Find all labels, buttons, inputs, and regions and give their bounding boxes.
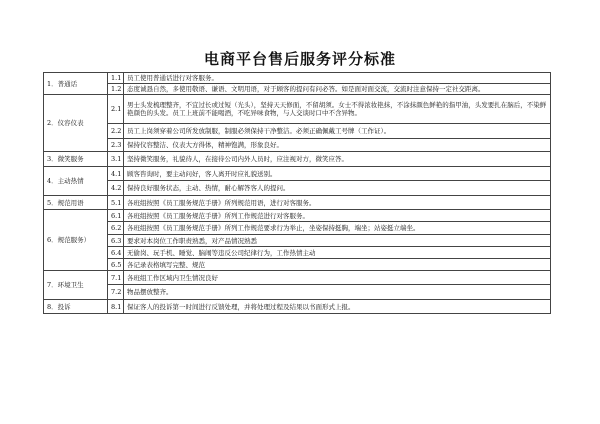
category-cell: 4．主动热情 [44, 167, 108, 196]
category-cell: 5．规范用语 [44, 196, 108, 210]
table-row [44, 210, 551, 222]
table-row [44, 196, 551, 210]
item-code-cell: 4.1 [108, 167, 124, 181]
item-code-cell: 6.2 [108, 222, 124, 235]
table-row [44, 124, 551, 139]
category-cell: 7．环境卫生 [44, 271, 108, 300]
item-description-cell: 员工使用普通话进行对客服务。 [124, 73, 551, 84]
item-description-cell: 各班组按照《员工服务规范手册》所列工作规范要求行为举止，坐姿保持挺胸，端坐；站姿挺立端坐。 [124, 222, 551, 235]
item-code-cell: 6.1 [108, 210, 124, 222]
table-row [44, 167, 551, 181]
item-code-cell: 1.2 [108, 84, 124, 95]
table-row [44, 95, 551, 124]
item-description-cell: 各班组工作区域内卫生情况良好 [124, 271, 551, 285]
item-code-cell: 8.1 [108, 300, 124, 314]
item-code-cell: 6.4 [108, 247, 124, 259]
item-code-cell: 4.2 [108, 181, 124, 196]
item-description-cell: 保证客人的投诉第一时间进行反馈处理，并将处理过程及结果以书面形式上报。 [124, 300, 551, 314]
category-cell: 3．微笑服务 [44, 152, 108, 167]
table-row [44, 247, 551, 259]
item-description-cell: 顾客咨询时，要主动问好，客人离开时应礼貌送别。 [124, 167, 551, 181]
standards-table [43, 72, 551, 314]
item-code-cell: 7.2 [108, 285, 124, 300]
item-description-cell: 员工上岗须穿着公司所发放制服，制服必须保持干净整洁。必须正确佩戴工号牌（工作证）。 [124, 124, 551, 139]
item-code-cell: 2.3 [108, 139, 124, 152]
category-cell: 1．普通话 [44, 73, 108, 95]
item-description-cell: 态度诚恳自然，多使用敬语、谦语、文明用语，对于顾客的提问有问必答。如是面对面交流，交流时注意保持一定社交距离。 [124, 84, 551, 95]
item-code-cell: 5.1 [108, 196, 124, 210]
table-row [44, 139, 551, 152]
item-description-cell: 各班组按照《员工服务规范手册》所列规范用语，进行对客服务。 [124, 196, 551, 210]
item-description-cell: 物品摆放整齐。 [124, 285, 551, 300]
table-row [44, 285, 551, 300]
category-cell: 8．投诉 [44, 300, 108, 314]
item-code-cell: 1.1 [108, 73, 124, 84]
table-row [44, 235, 551, 247]
item-code-cell: 6.5 [108, 259, 124, 271]
item-description-cell: 各记录表格填写完整、规范 [124, 259, 551, 271]
item-description-cell: 各班组按照《员工服务规范手册》所列工作规范进行对客服务。 [124, 210, 551, 222]
item-description-cell: 男士头发梳理整齐，不宜过长或过短（光头），坚持天天修面，不留胡须。女士不得浓妆艳抹，不涂抹颜色鲜艳的指甲油，头发要扎在脑后，不染鲜艳颜色的头发。员工上班前不能喝酒，不吃异味食物，与人交谈时口中不含异物。 [124, 95, 551, 124]
item-code-cell: 6.3 [108, 235, 124, 247]
category-cell: 6．规范服务） [44, 210, 108, 271]
item-code-cell: 2.2 [108, 124, 124, 139]
table-row [44, 222, 551, 235]
table-row [44, 300, 551, 314]
table-row [44, 152, 551, 167]
item-description-cell: 坚持微笑服务，礼貌待人，在接待公司内外人员时，应注视对方，微笑应答。 [124, 152, 551, 167]
table-row [44, 84, 551, 95]
page-title: 电商平台售后服务评分标准 [203, 50, 396, 68]
table-row [44, 259, 551, 271]
item-description-cell: 保持仪容整洁、仪表大方得体，精神饱满，形象良好。 [124, 139, 551, 152]
item-code-cell: 7.1 [108, 271, 124, 285]
category-cell: 2．仪容仪表 [44, 95, 108, 152]
item-description-cell: 无偷岗、玩手机、睡觉、脑闹等违反公司纪律行为，工作热情主动 [124, 247, 551, 259]
table-row [44, 73, 551, 84]
table-row [44, 271, 551, 285]
table-row [44, 181, 551, 196]
item-code-cell: 3.1 [108, 152, 124, 167]
item-description-cell: 保持良好服务状态，主动、热情，耐心解答客人的提问。 [124, 181, 551, 196]
item-code-cell: 2.1 [108, 95, 124, 124]
item-description-cell: 要求对本岗位工作职责熟悉，对产品情况熟悉 [124, 235, 551, 247]
